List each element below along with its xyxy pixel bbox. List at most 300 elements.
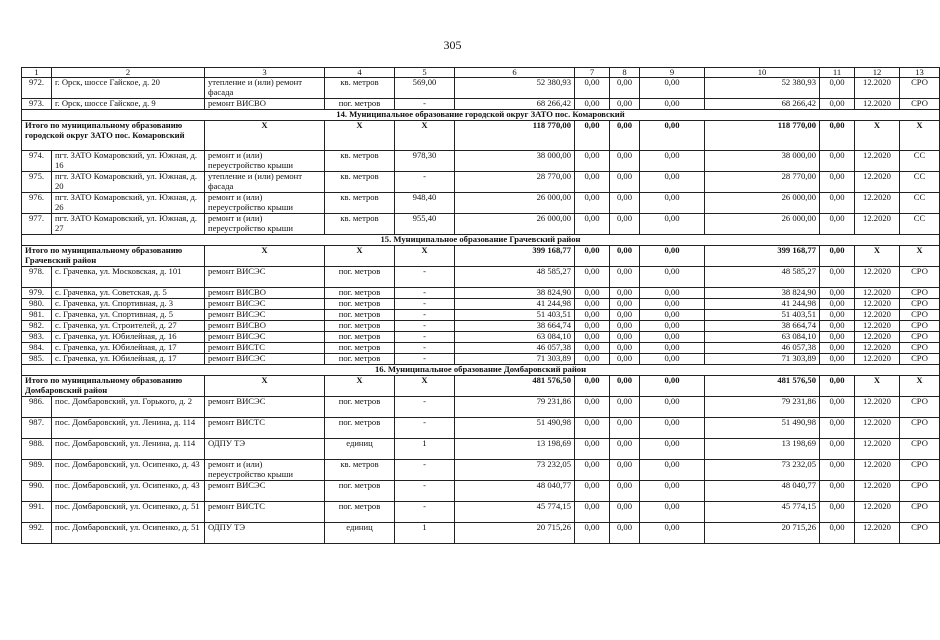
method: СРО xyxy=(900,439,940,460)
col10-value: 28 770,00 xyxy=(705,172,820,193)
total-cost: 52 380,93 xyxy=(455,78,575,99)
address: с. Грачевка, ул. Юбилейная, д. 16 xyxy=(52,332,205,343)
work-type: ремонт и (или) переустройство крыши xyxy=(205,460,325,481)
method: СРО xyxy=(900,321,940,332)
deadline: 12.2020 xyxy=(855,172,900,193)
col9-value: 0,00 xyxy=(640,418,705,439)
table-row xyxy=(22,397,940,418)
repair-register-table xyxy=(21,67,940,544)
address: пгт. ЗАТО Комаровский, ул. Южная, д. 20 xyxy=(52,172,205,193)
method: СРО xyxy=(900,99,940,110)
unit: пог. метров xyxy=(325,397,395,418)
row-number: 988. xyxy=(22,439,52,460)
work-type: ремонт ВИСЭС xyxy=(205,397,325,418)
work-type: ремонт ВИСЭС xyxy=(205,310,325,321)
col8-value: 0,00 xyxy=(610,99,640,110)
col10-value: 68 266,42 xyxy=(705,99,820,110)
table-row xyxy=(22,332,940,343)
total-col7: 0,00 xyxy=(575,376,610,397)
method: СРО xyxy=(900,460,940,481)
table-row xyxy=(22,299,940,310)
col11-value: 0,00 xyxy=(820,332,855,343)
method: СРО xyxy=(900,397,940,418)
col11-value: 0,00 xyxy=(820,418,855,439)
address: пос. Домбаровский, ул. Осипенко, д. 51 xyxy=(52,502,205,523)
total-cost: 46 057,38 xyxy=(455,343,575,354)
col9-value: 0,00 xyxy=(640,288,705,299)
col10-value: 48 040,77 xyxy=(705,481,820,502)
col8-value: 0,00 xyxy=(610,439,640,460)
deadline: 12.2020 xyxy=(855,267,900,288)
work-type: ремонт ВИСЭС xyxy=(205,332,325,343)
total-unit: X xyxy=(325,121,395,151)
col7-value: 0,00 xyxy=(575,78,610,99)
total-cost: 45 774,15 xyxy=(455,502,575,523)
address: с. Грачевка, ул. Московская, д. 101 xyxy=(52,267,205,288)
total-deadline: X xyxy=(855,246,900,267)
row-number: 992. xyxy=(22,523,52,544)
unit: кв. метров xyxy=(325,78,395,99)
table-row xyxy=(22,460,940,481)
address: пгт. ЗАТО Комаровский, ул. Южная, д. 27 xyxy=(52,214,205,235)
total-cost: 26 000,00 xyxy=(455,214,575,235)
row-number: 977. xyxy=(22,214,52,235)
col8-value: 0,00 xyxy=(610,151,640,172)
col7-value: 0,00 xyxy=(575,321,610,332)
method: СРО xyxy=(900,288,940,299)
col10-value: 63 084,10 xyxy=(705,332,820,343)
col10-value: 38 824,90 xyxy=(705,288,820,299)
work-type: ремонт и (или) переустройство крыши xyxy=(205,151,325,172)
method: СРО xyxy=(900,481,940,502)
total-method: X xyxy=(900,376,940,397)
col10-value: 13 198,69 xyxy=(705,439,820,460)
unit: пог. метров xyxy=(325,288,395,299)
work-type: ремонт и (или) переустройство крыши xyxy=(205,214,325,235)
unit: пог. метров xyxy=(325,481,395,502)
col8-value: 0,00 xyxy=(610,321,640,332)
col11-value: 0,00 xyxy=(820,321,855,332)
col11-value: 0,00 xyxy=(820,267,855,288)
unit: пог. метров xyxy=(325,332,395,343)
total-col9: 0,00 xyxy=(640,246,705,267)
row-number: 976. xyxy=(22,193,52,214)
col8-value: 0,00 xyxy=(610,502,640,523)
total-cost: 41 244,98 xyxy=(455,299,575,310)
table-row xyxy=(22,481,940,502)
total-cost: 48 040,77 xyxy=(455,481,575,502)
deadline: 12.2020 xyxy=(855,78,900,99)
table-row xyxy=(22,321,940,332)
address: пос. Домбаровский, ул. Горького, д. 2 xyxy=(52,397,205,418)
work-type: утепление и (или) ремонт фасада xyxy=(205,172,325,193)
quantity: - xyxy=(395,310,455,321)
quantity: - xyxy=(395,343,455,354)
col9-value: 0,00 xyxy=(640,439,705,460)
quantity: - xyxy=(395,288,455,299)
col11-value: 0,00 xyxy=(820,481,855,502)
deadline: 12.2020 xyxy=(855,397,900,418)
total-label: Итого по муниципальному образованию городской округ ЗАТО пос. Комаровский xyxy=(22,121,205,151)
deadline: 12.2020 xyxy=(855,193,900,214)
row-number: 982. xyxy=(22,321,52,332)
col8-value: 0,00 xyxy=(610,299,640,310)
column-number-4: 4 xyxy=(325,68,395,78)
column-number-row xyxy=(22,68,940,78)
address: с. Грачевка, ул. Строителей, д. 27 xyxy=(52,321,205,332)
col10-value: 38 000,00 xyxy=(705,151,820,172)
section-title: 16. Муниципальное образование Домбаровский район xyxy=(22,365,940,376)
deadline: 12.2020 xyxy=(855,502,900,523)
deadline: 12.2020 xyxy=(855,481,900,502)
total-cost: 26 000,00 xyxy=(455,193,575,214)
quantity: - xyxy=(395,481,455,502)
col9-value: 0,00 xyxy=(640,332,705,343)
col10-value: 26 000,00 xyxy=(705,214,820,235)
column-number-13: 13 xyxy=(900,68,940,78)
row-number: 975. xyxy=(22,172,52,193)
col11-value: 0,00 xyxy=(820,502,855,523)
quantity: - xyxy=(395,172,455,193)
quantity: - xyxy=(395,299,455,310)
col10-value: 51 490,98 xyxy=(705,418,820,439)
col9-value: 0,00 xyxy=(640,172,705,193)
method: СС xyxy=(900,151,940,172)
table-row xyxy=(22,343,940,354)
col10-value: 73 232,05 xyxy=(705,460,820,481)
work-type: ремонт ВИСТС xyxy=(205,418,325,439)
table-row xyxy=(22,439,940,460)
total-quantity: X xyxy=(395,246,455,267)
total-col11: 0,00 xyxy=(820,121,855,151)
table-row xyxy=(22,78,940,99)
column-number-6: 6 xyxy=(455,68,575,78)
total-cost: 38 664,74 xyxy=(455,321,575,332)
column-number-2: 2 xyxy=(52,68,205,78)
work-type: ремонт ВИСВО xyxy=(205,288,325,299)
unit: пог. метров xyxy=(325,310,395,321)
total-col7: 0,00 xyxy=(575,121,610,151)
col8-value: 0,00 xyxy=(610,343,640,354)
total-col11: 0,00 xyxy=(820,246,855,267)
total-work: X xyxy=(205,376,325,397)
row-number: 974. xyxy=(22,151,52,172)
col8-value: 0,00 xyxy=(610,523,640,544)
col11-value: 0,00 xyxy=(820,172,855,193)
row-number: 985. xyxy=(22,354,52,365)
address: с. Грачевка, ул. Юбилейная, д. 17 xyxy=(52,354,205,365)
address: пос. Домбаровский, ул. Ленина, д. 114 xyxy=(52,439,205,460)
address: с. Грачевка, ул. Советская, д. 5 xyxy=(52,288,205,299)
col7-value: 0,00 xyxy=(575,397,610,418)
section-header-row xyxy=(22,365,940,376)
row-number: 979. xyxy=(22,288,52,299)
deadline: 12.2020 xyxy=(855,310,900,321)
col8-value: 0,00 xyxy=(610,172,640,193)
total-cost: 51 403,51 xyxy=(455,310,575,321)
quantity: - xyxy=(395,321,455,332)
table-row xyxy=(22,172,940,193)
total-unit: X xyxy=(325,246,395,267)
page-number: 305 xyxy=(443,38,462,52)
address: с. Грачевка, ул. Спортивная, д. 5 xyxy=(52,310,205,321)
method: СС xyxy=(900,214,940,235)
work-type: ремонт ВИСТС xyxy=(205,502,325,523)
quantity: - xyxy=(395,267,455,288)
column-number-8: 8 xyxy=(610,68,640,78)
table-row xyxy=(22,502,940,523)
address: с. Грачевка, ул. Юбилейная, д. 17 xyxy=(52,343,205,354)
total-deadline: X xyxy=(855,121,900,151)
col8-value: 0,00 xyxy=(610,288,640,299)
total-col10: 118 770,00 xyxy=(705,121,820,151)
quantity: 1 xyxy=(395,439,455,460)
total-cost: 481 576,50 xyxy=(455,376,575,397)
quantity: - xyxy=(395,354,455,365)
col7-value: 0,00 xyxy=(575,99,610,110)
deadline: 12.2020 xyxy=(855,523,900,544)
table-body xyxy=(22,68,940,544)
col8-value: 0,00 xyxy=(610,397,640,418)
col8-value: 0,00 xyxy=(610,460,640,481)
quantity: 948,40 xyxy=(395,193,455,214)
col10-value: 38 664,74 xyxy=(705,321,820,332)
work-type: ОДПУ ТЭ xyxy=(205,523,325,544)
deadline: 12.2020 xyxy=(855,332,900,343)
method: СРО xyxy=(900,299,940,310)
total-unit: X xyxy=(325,376,395,397)
col8-value: 0,00 xyxy=(610,193,640,214)
address: пгт. ЗАТО Комаровский, ул. Южная, д. 26 xyxy=(52,193,205,214)
col9-value: 0,00 xyxy=(640,343,705,354)
section-header-row xyxy=(22,110,940,121)
address: с. Грачевка, ул. Спортивная, д. 3 xyxy=(52,299,205,310)
unit: пог. метров xyxy=(325,502,395,523)
col9-value: 0,00 xyxy=(640,460,705,481)
total-cost: 48 585,27 xyxy=(455,267,575,288)
total-cost: 28 770,00 xyxy=(455,172,575,193)
col7-value: 0,00 xyxy=(575,343,610,354)
total-col8: 0,00 xyxy=(610,246,640,267)
col11-value: 0,00 xyxy=(820,151,855,172)
quantity: 1 xyxy=(395,523,455,544)
col9-value: 0,00 xyxy=(640,321,705,332)
unit: пог. метров xyxy=(325,299,395,310)
col11-value: 0,00 xyxy=(820,439,855,460)
row-number: 980. xyxy=(22,299,52,310)
unit: пог. метров xyxy=(325,267,395,288)
table-row xyxy=(22,193,940,214)
col7-value: 0,00 xyxy=(575,418,610,439)
total-cost: 63 084,10 xyxy=(455,332,575,343)
col7-value: 0,00 xyxy=(575,460,610,481)
row-number: 984. xyxy=(22,343,52,354)
column-number-12: 12 xyxy=(855,68,900,78)
method: СС xyxy=(900,193,940,214)
col9-value: 0,00 xyxy=(640,193,705,214)
work-type: ремонт ВИСТС xyxy=(205,343,325,354)
unit: кв. метров xyxy=(325,460,395,481)
col10-value: 41 244,98 xyxy=(705,299,820,310)
row-number: 989. xyxy=(22,460,52,481)
col9-value: 0,00 xyxy=(640,523,705,544)
deadline: 12.2020 xyxy=(855,460,900,481)
total-row xyxy=(22,121,940,151)
col7-value: 0,00 xyxy=(575,523,610,544)
col10-value: 71 303,89 xyxy=(705,354,820,365)
col8-value: 0,00 xyxy=(610,354,640,365)
method: СРО xyxy=(900,502,940,523)
total-col8: 0,00 xyxy=(610,121,640,151)
work-type: ремонт ВИСЭС xyxy=(205,481,325,502)
unit: единиц xyxy=(325,439,395,460)
col11-value: 0,00 xyxy=(820,523,855,544)
section-header-row xyxy=(22,235,940,246)
table-row xyxy=(22,99,940,110)
col7-value: 0,00 xyxy=(575,332,610,343)
method: СРО xyxy=(900,523,940,544)
method: СРО xyxy=(900,267,940,288)
col8-value: 0,00 xyxy=(610,332,640,343)
address: пос. Домбаровский, ул. Ленина, д. 114 xyxy=(52,418,205,439)
total-cost: 399 168,77 xyxy=(455,246,575,267)
address: пос. Домбаровский, ул. Осипенко, д. 51 xyxy=(52,523,205,544)
column-number-10: 10 xyxy=(705,68,820,78)
total-quantity: X xyxy=(395,376,455,397)
total-cost: 118 770,00 xyxy=(455,121,575,151)
column-number-1: 1 xyxy=(22,68,52,78)
total-cost: 79 231,86 xyxy=(455,397,575,418)
address: г. Орск, шоссе Гайское, д. 20 xyxy=(52,78,205,99)
table-row xyxy=(22,523,940,544)
quantity: - xyxy=(395,99,455,110)
total-deadline: X xyxy=(855,376,900,397)
col11-value: 0,00 xyxy=(820,299,855,310)
column-number-11: 11 xyxy=(820,68,855,78)
col7-value: 0,00 xyxy=(575,214,610,235)
total-method: X xyxy=(900,246,940,267)
section-title: 15. Муниципальное образование Грачевский район xyxy=(22,235,940,246)
total-quantity: X xyxy=(395,121,455,151)
total-row xyxy=(22,246,940,267)
col7-value: 0,00 xyxy=(575,193,610,214)
quantity: - xyxy=(395,502,455,523)
deadline: 12.2020 xyxy=(855,343,900,354)
unit: единиц xyxy=(325,523,395,544)
method: СРО xyxy=(900,332,940,343)
col7-value: 0,00 xyxy=(575,439,610,460)
total-col11: 0,00 xyxy=(820,376,855,397)
col7-value: 0,00 xyxy=(575,151,610,172)
row-number: 978. xyxy=(22,267,52,288)
total-work: X xyxy=(205,246,325,267)
col11-value: 0,00 xyxy=(820,310,855,321)
col7-value: 0,00 xyxy=(575,310,610,321)
quantity: - xyxy=(395,397,455,418)
col11-value: 0,00 xyxy=(820,78,855,99)
work-type: ремонт ВИСВО xyxy=(205,321,325,332)
col9-value: 0,00 xyxy=(640,299,705,310)
col7-value: 0,00 xyxy=(575,172,610,193)
col8-value: 0,00 xyxy=(610,310,640,321)
col10-value: 48 585,27 xyxy=(705,267,820,288)
unit: кв. метров xyxy=(325,151,395,172)
quantity: - xyxy=(395,460,455,481)
table-row xyxy=(22,288,940,299)
row-number: 987. xyxy=(22,418,52,439)
col10-value: 20 715,26 xyxy=(705,523,820,544)
col9-value: 0,00 xyxy=(640,502,705,523)
address: пос. Домбаровский, ул. Осипенко, д. 43 xyxy=(52,460,205,481)
col7-value: 0,00 xyxy=(575,481,610,502)
row-number: 986. xyxy=(22,397,52,418)
table-row xyxy=(22,267,940,288)
total-cost: 38 824,90 xyxy=(455,288,575,299)
deadline: 12.2020 xyxy=(855,418,900,439)
work-type: ремонт ВИСЭС xyxy=(205,299,325,310)
address: пгт. ЗАТО Комаровский, ул. Южная, д. 16 xyxy=(52,151,205,172)
deadline: 12.2020 xyxy=(855,214,900,235)
col11-value: 0,00 xyxy=(820,99,855,110)
col11-value: 0,00 xyxy=(820,288,855,299)
row-number: 991. xyxy=(22,502,52,523)
work-type: ремонт и (или) переустройство крыши xyxy=(205,193,325,214)
method: СРО xyxy=(900,343,940,354)
col10-value: 79 231,86 xyxy=(705,397,820,418)
total-cost: 13 198,69 xyxy=(455,439,575,460)
total-col9: 0,00 xyxy=(640,376,705,397)
quantity: 978,30 xyxy=(395,151,455,172)
table-row xyxy=(22,151,940,172)
col8-value: 0,00 xyxy=(610,267,640,288)
total-cost: 71 303,89 xyxy=(455,354,575,365)
deadline: 12.2020 xyxy=(855,439,900,460)
quantity: - xyxy=(395,418,455,439)
col11-value: 0,00 xyxy=(820,397,855,418)
row-number: 990. xyxy=(22,481,52,502)
table-row xyxy=(22,418,940,439)
unit: пог. метров xyxy=(325,321,395,332)
work-type: ремонт ВИСЭС xyxy=(205,267,325,288)
work-type: ОДПУ ТЭ xyxy=(205,439,325,460)
unit: пог. метров xyxy=(325,99,395,110)
col11-value: 0,00 xyxy=(820,354,855,365)
table-row xyxy=(22,214,940,235)
total-row xyxy=(22,376,940,397)
col7-value: 0,00 xyxy=(575,502,610,523)
col8-value: 0,00 xyxy=(610,214,640,235)
col7-value: 0,00 xyxy=(575,354,610,365)
total-cost: 38 000,00 xyxy=(455,151,575,172)
col7-value: 0,00 xyxy=(575,299,610,310)
section-title: 14. Муниципальное образование городской округ ЗАТО пос. Комаровский xyxy=(22,110,940,121)
method: СРО xyxy=(900,418,940,439)
column-number-3: 3 xyxy=(205,68,325,78)
deadline: 12.2020 xyxy=(855,288,900,299)
total-col8: 0,00 xyxy=(610,376,640,397)
total-work: X xyxy=(205,121,325,151)
method: СС xyxy=(900,172,940,193)
total-label: Итого по муниципальному образованию Грачевский район xyxy=(22,246,205,267)
col9-value: 0,00 xyxy=(640,267,705,288)
quantity: 569,00 xyxy=(395,78,455,99)
work-type: ремонт ВИСВО xyxy=(205,99,325,110)
method: СРО xyxy=(900,310,940,321)
col9-value: 0,00 xyxy=(640,310,705,321)
unit: кв. метров xyxy=(325,214,395,235)
col10-value: 52 380,93 xyxy=(705,78,820,99)
col9-value: 0,00 xyxy=(640,78,705,99)
